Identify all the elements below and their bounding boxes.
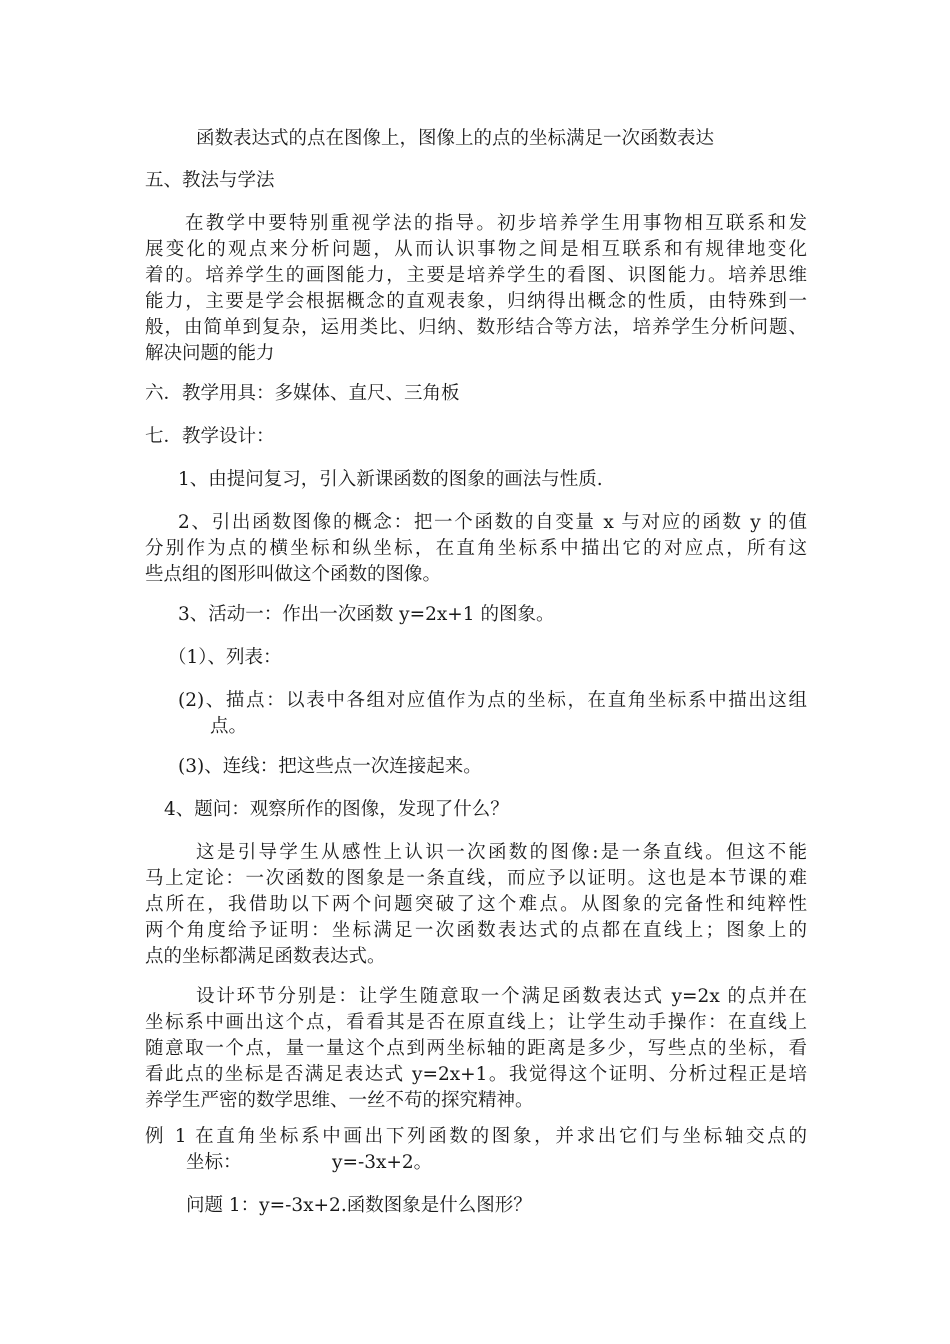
paragraph-line: 坐标系中画出这个点，看看其是否在原直线上；让学生动手操作：在直线上 [145,1012,807,1033]
step-4: 4、题问：观察所作的图像，发现了什么？ [164,799,509,820]
step-3-sub-1: （1）、列表： [168,647,282,668]
section-heading-7: 七．教学设计： [145,426,275,447]
paragraph-line: 展变化的观点来分析问题，从而认识事物之间是相互联系和有规律地变化 [145,239,807,260]
paragraph-line: 养学生严密的数学思维、一丝不苟的探究精神。 [145,1090,534,1111]
section-heading-5: 五、教法与学法 [145,170,275,191]
paragraph-line: 在教学中要特别重视学法的指导。初步培养学生用事物相互联系和发 [185,213,807,234]
paragraph-line: 能力，主要是学会根据概念的直观表象，归纳得出概念的性质，由特殊到一 [145,291,807,312]
step-2-line: 分别作为点的横坐标和纵坐标，在直角坐标系中描出它的对应点，所有这 [145,538,807,559]
paragraph-line: 马上定论：一次函数的图象是一条直线，而应予以证明。这也是本节课的难 [145,868,807,889]
example-1-line: 例 1 在直角坐标系中画出下列函数的图象，并求出它们与坐标轴交点的 [145,1126,807,1147]
step-2-line: 2、引出函数图像的概念：把一个函数的自变量 x 与对应的函数 y 的值 [178,512,807,533]
step-3: 3、活动一：作出一次函数 y=2x+1 的图象。 [178,604,555,625]
section-heading-6: 六．教学用具：多媒体、直尺、三角板 [145,383,460,404]
paragraph-line: 般，由简单到复杂，运用类比、归纳、数形结合等方法，培养学生分析问题、 [145,317,807,338]
paragraph-line: 看此点的坐标是否满足表达式 y=2x+1。我觉得这个证明、分析过程正是培 [145,1064,807,1085]
step-3-sub-3: (3)、连线：把这些点一次连接起来。 [178,756,482,777]
paragraph-line: 点所在，我借助以下两个问题突破了这个难点。从图象的完备性和纯粹性 [145,894,807,915]
step-2-line: 些点组的图形叫做这个函数的图像。 [145,564,442,585]
paragraph-line: 着的。培养学生的画图能力，主要是培养学生的看图、识图能力。培养思维 [145,265,807,286]
paragraph-line: 设计环节分别是：让学生随意取一个满足函数表达式 y=2x 的点并在 [196,986,807,1007]
step-1: 1、由提问复习，引入新课函数的图象的画法与性质. [178,469,603,490]
paragraph-line: 随意取一个点，量一量这个点到两坐标轴的距离是多少，写些点的坐标，看 [145,1038,807,1059]
example-1-function: y=-3x+2。 [332,1152,433,1173]
question-1: 问题 1：y=-3x+2.函数图象是什么图形？ [186,1195,532,1216]
step-3-sub-2-line: (2)、描点：以表中各组对应值作为点的坐标，在直角坐标系中描出这组 [178,690,807,711]
paragraph-line: 这是引导学生从感性上认识一次函数的图像:是一条直线。但这不能 [196,842,807,863]
paragraph-line: 解决问题的能力 [145,343,275,364]
paragraph-line: 两个角度给予证明：坐标满足一次函数表达式的点都在直线上；图象上的 [145,920,807,941]
example-1-line: 坐标： [186,1152,242,1173]
text-line: 函数表达式的点在图像上，图像上的点的坐标满足一次函数表达 [196,128,715,149]
step-3-sub-2-line: 点。 [210,716,248,737]
paragraph-line: 点的坐标都满足函数表达式。 [145,946,386,967]
